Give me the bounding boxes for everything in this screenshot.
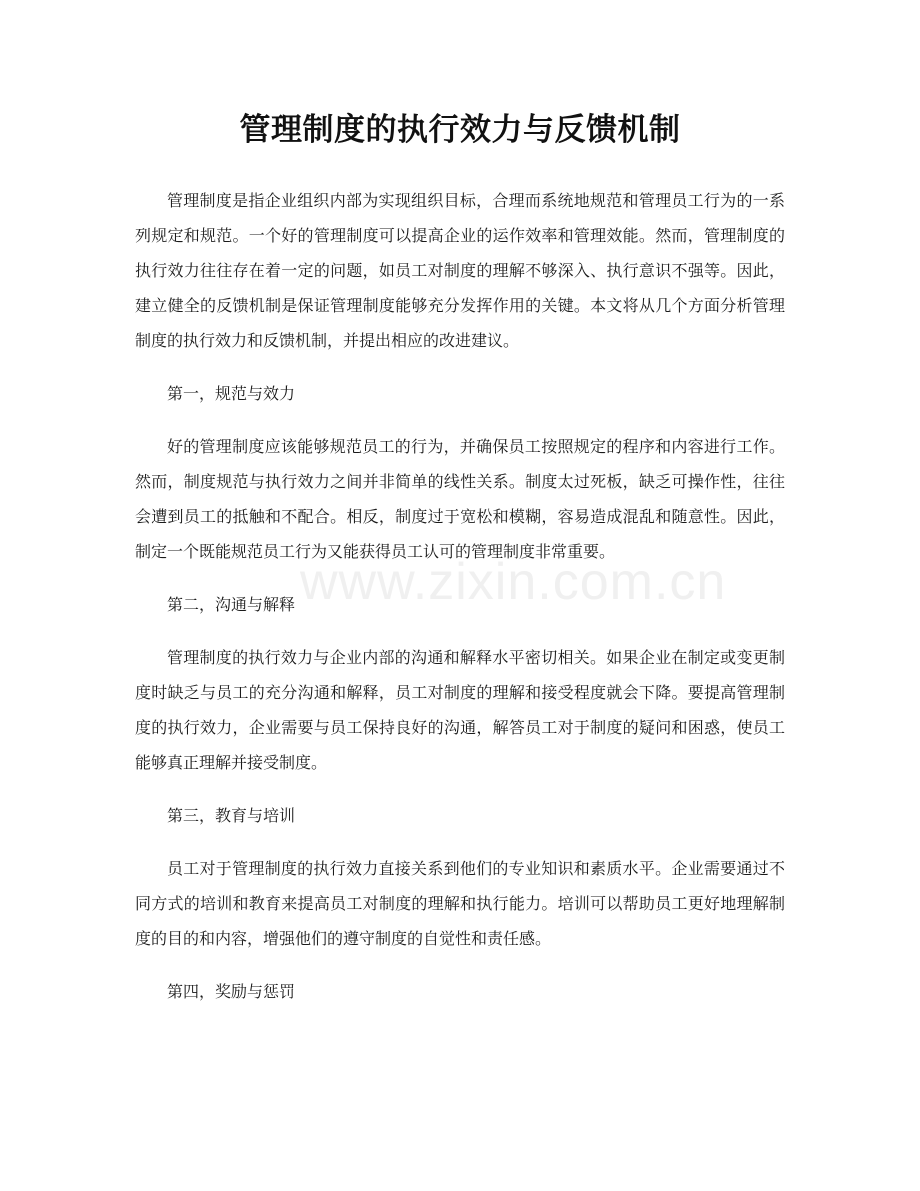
section-heading-1: 第一，规范与效力 (167, 384, 296, 403)
watermark: www.zixin.com.cn (300, 553, 727, 611)
paragraph-intro: 管理制度是指企业组织内部为实现组织目标，合理而系统地规范和管理员工行为的一系列规定和规范。一个好的管理制度可以提高企业的运作效率和管理效能。然而，管理制度的执行效力往往存在着一定的问题，如员工对制度的理解不够深入、执行意识不强等。因此，建立健全的反馈机制是保证管理制度能够充分发挥作用的关键。本文将从几个方面分析管理制度的执行效力和反馈机制，并提出相应的改进建议。 (135, 191, 785, 350)
paragraph-section-3: 员工对于管理制度的执行效力直接关系到他们的专业知识和素质水平。企业需要通过不同方式的培训和教育来提高员工对制度的理解和执行能力。培训可以帮助员工更好地理解制度的目的和内容，增强他们的遵守制度的自觉性和责任感。 (135, 859, 785, 948)
section-heading-4: 第四，奖励与惩罚 (167, 982, 296, 1001)
paragraph-section-1: 好的管理制度应该能够规范员工的行为，并确保员工按照规定的程序和内容进行工作。然而，制度规范与执行效力之间并非简单的线性关系。制度太过死板，缺乏可操作性，往往会遭到员工的抵触和不配合。相反，制度过于宽松和模糊，容易造成混乱和随意性。因此，制定一个既能规范员工行为又能获得员工认可的管理制度非常重要。 (135, 437, 785, 561)
document-body (135, 183, 785, 1027)
page-title: 管理制度的执行效力与反馈机制 (239, 112, 681, 148)
section-heading-2: 第二，沟通与解释 (167, 595, 296, 614)
paragraph-section-2: 管理制度的执行效力与企业内部的沟通和解释水平密切相关。如果企业在制定或变更制度时缺乏与员工的充分沟通和解释，员工对制度的理解和接受程度就会下降。要提高管理制度的执行效力，企业需要与员工保持良好的沟通，解答员工对于制度的疑问和困惑，使员工能够真正理解并接受制度。 (135, 648, 785, 772)
section-heading-3: 第三，教育与培训 (167, 806, 296, 825)
